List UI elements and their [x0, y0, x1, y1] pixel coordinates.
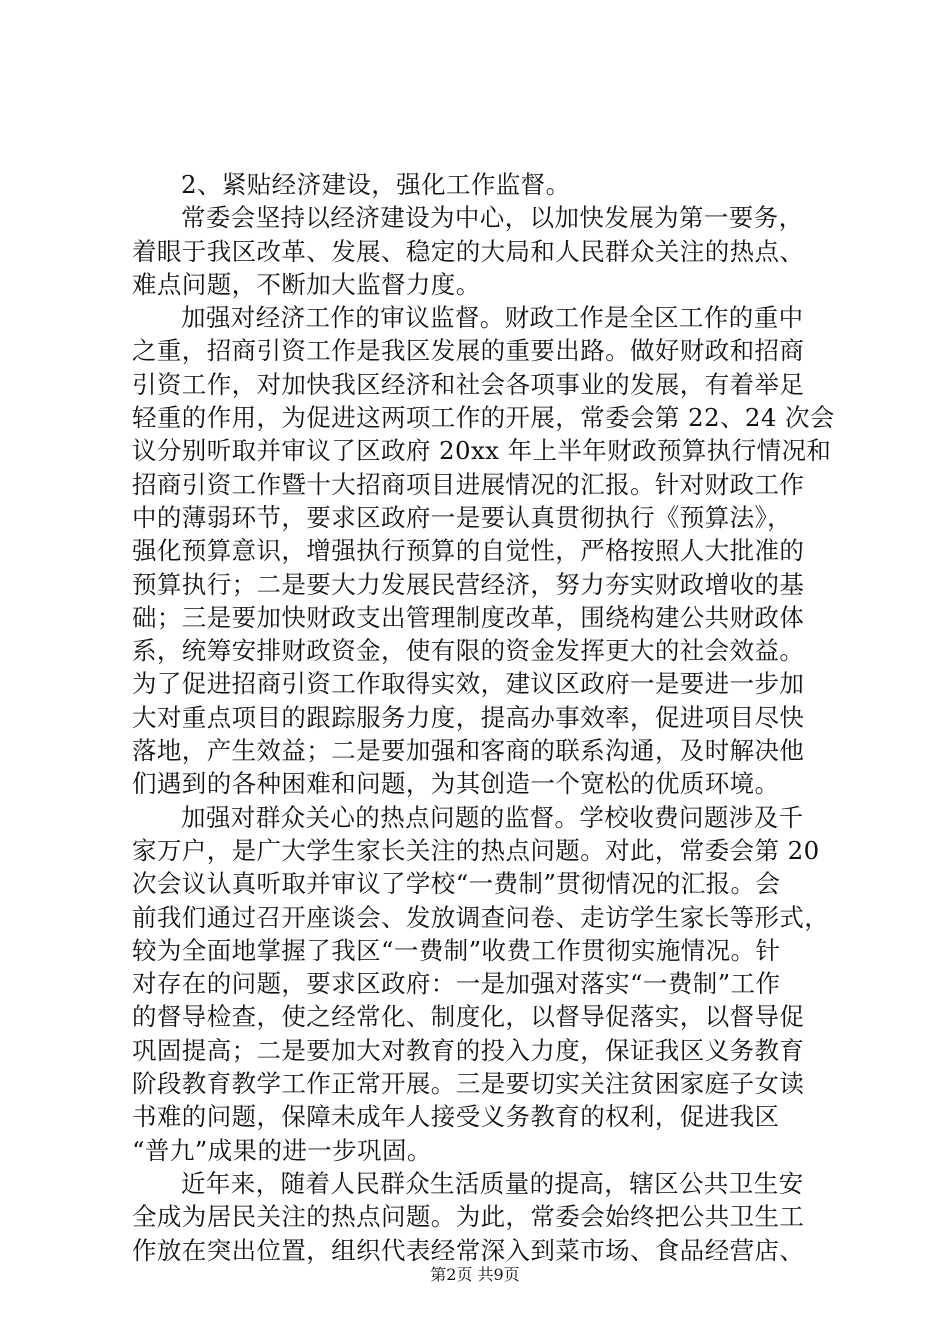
body-text [132, 168, 835, 1267]
paragraph-line: 难点问题，不断加大监督力度。 [132, 269, 481, 299]
paragraph-line: 的督导检查，使之经常化、制度化，以督导促落实，以督导促 [132, 1002, 805, 1032]
paragraph-line: 加强对经济工作的审议监督。财政工作是全区工作的重中 [181, 303, 804, 333]
paragraph-line: 对存在的问题，要求区政府：一是加强对落实“一费制”工作 [132, 969, 781, 999]
paragraph-line: 常委会坚持以经济建设为中心，以加快发展为第一要务， [181, 203, 804, 233]
paragraph-line: 预算执行；二是要大力发展民营经济，努力夯实财政增收的基 [132, 569, 805, 599]
paragraph-line: 阶段教育教学工作正常开展。三是要切实关注贫困家庭子女读 [132, 1069, 805, 1099]
paragraph-line: 轻重的作用，为促进这两项工作的开展，常委会第 22、24 次会 [132, 403, 835, 433]
paragraph-line: 础；三是要加快财政支出管理制度改革，围绕构建公共财政体 [132, 602, 805, 632]
paragraph-line: 作放在突出位置，组织代表经常深入到菜市场、食品经营店、 [132, 1235, 805, 1265]
page-footer: 第2页 共9页 [430, 1265, 520, 1284]
paragraph-line: 引资工作，对加快我区经济和社会各项事业的发展，有着举足 [132, 369, 805, 399]
paragraph-line: 系，统筹安排财政资金，使有限的资金发挥更大的社会效益。 [132, 636, 805, 666]
paragraph-line: 前我们通过召开座谈会、发放调查问卷、走访学生家长等形式， [132, 902, 830, 932]
paragraph-line: 着眼于我区改革、发展、稳定的大局和人民群众关注的热点、 [132, 236, 805, 266]
paragraph-line: 较为全面地掌握了我区“一费制”收费工作贯彻实施情况。针 [132, 935, 781, 965]
paragraph-line: 次会议认真听取并审议了学校“一费制”贯彻情况的汇报。会 [132, 869, 781, 899]
paragraph-line: 加强对群众关心的热点问题的监督。学校收费问题涉及千 [181, 802, 804, 832]
paragraph-line: 招商引资工作暨十大招商项目进展情况的汇报。针对财政工作 [132, 469, 805, 499]
paragraph-line: 强化预算意识，增强执行预算的自觉性，严格按照人大批准的 [132, 536, 805, 566]
paragraph-line: 书难的问题，保障未成年人接受义务教育的权利，促进我区 [132, 1102, 780, 1132]
paragraph-line: 落地，产生效益；二是要加强和客商的联系沟通，及时解决他 [132, 736, 805, 766]
paragraph-line: 们遇到的各种困难和问题，为其创造一个宽松的优质环境。 [132, 769, 780, 799]
paragraph-line: 近年来，随着人民群众生活质量的提高，辖区公共卫生安 [181, 1168, 804, 1198]
paragraph-line: 全成为居民关注的热点问题。为此，常委会始终把公共卫生工 [132, 1202, 805, 1232]
paragraph-line: 家万户，是广大学生家长关注的热点问题。对此，常委会第 20 [132, 835, 820, 865]
paragraph-line: 之重，招商引资工作是我区发展的重要出路。做好财政和招商 [132, 336, 805, 366]
paragraph-line: “普九”成果的进一步巩固。 [132, 1135, 432, 1165]
paragraph-line: 巩固提高；二是要加大对教育的投入力度，保证我区义务教育 [132, 1035, 805, 1065]
paragraph-line: 议分别听取并审议了区政府 20xx 年上半年财政预算执行情况和 [132, 436, 832, 466]
section-heading: 2、紧贴经济建设，强化工作监督。 [181, 170, 571, 199]
paragraph-line: 为了促进招商引资工作取得实效，建议区政府一是要进一步加 [132, 669, 805, 699]
paragraph-line: 中的薄弱环节，要求区政府一是要认真贯彻执行《预算法》， [132, 502, 793, 532]
paragraph-line: 大对重点项目的跟踪服务力度，提高办事效率，促进项目尽快 [132, 702, 805, 732]
